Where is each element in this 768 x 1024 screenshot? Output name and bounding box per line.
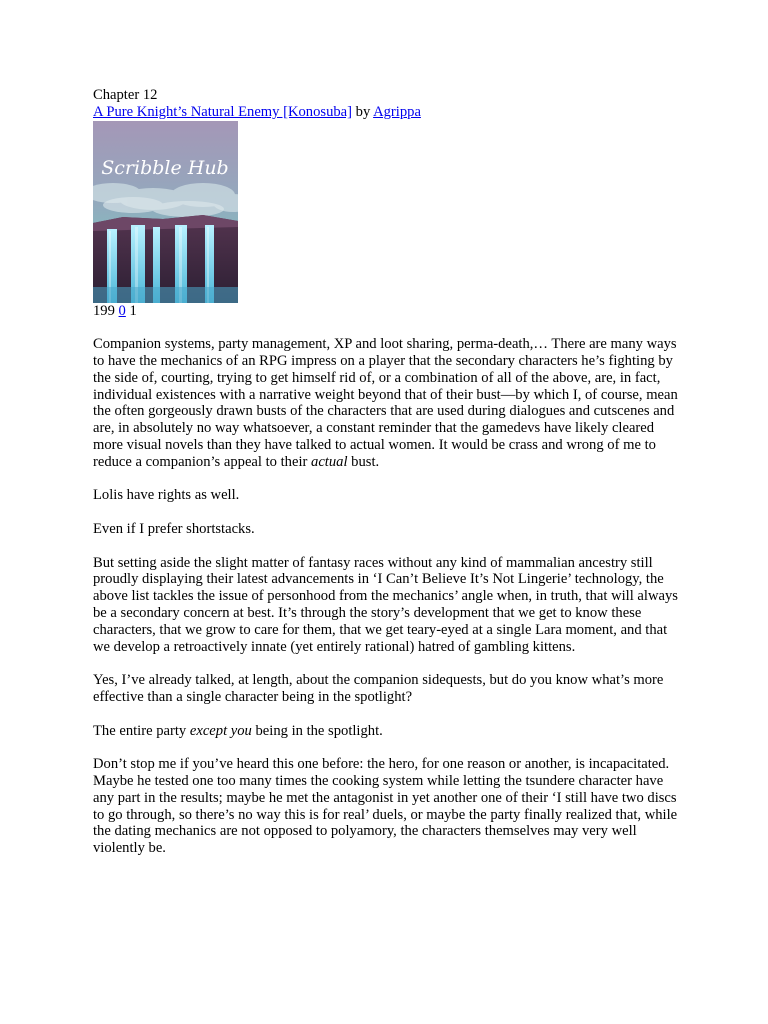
paragraph-7: Don’t stop me if you’ve heard this one before: the hero, for one reason or another, is incapacitated. Maybe he tested one too many times the cooking system while letting the tsundere character have any part in the results; maybe he met the antagonist in yet another one of their ‘I still have two discs to go through, so there’s no way this is for real’ duels, or maybe the party finally realized that, while the dating mechanics are not opposed to polyamory, the characters themselves may very well violently be. bbox=[93, 756, 678, 857]
paragraph-3: Even if I prefer shortstacks. bbox=[93, 520, 255, 537]
emphasis-except-you: except you bbox=[189, 722, 252, 739]
story-cover-image[interactable] bbox=[93, 121, 238, 303]
story-stats bbox=[93, 303, 685, 320]
favorites-count: 1 bbox=[129, 302, 137, 319]
chapter-label: Chapter 12 bbox=[93, 87, 158, 103]
comments-count-link[interactable]: 0 bbox=[118, 302, 126, 319]
paragraph-1: Companion systems, party management, XP and loot sharing, perma-death,… There are many ways to have the mechanics of an RPG impress on a player that the secondary characters he’s fighting by the side of, courting, trying to get himself rid of, or a combination of all of the above, are, in fact, individual existences with a narrative weight beyond that of their bust—by which I, of course, mean the often gorgeously drawn busts of the characters that are used during dialogues and cutscenes and are, in absolutely no way whatsoever, a constant reminder that the gamedevs have likely cleared more visual novels than they have talked to actual women. It would be crass and wrong of me to reduce a companion’s appeal to their actual bust. bbox=[93, 336, 678, 470]
story-byline bbox=[93, 104, 685, 121]
author-link[interactable]: Agrippa bbox=[373, 103, 421, 120]
emphasis-actual: actual bbox=[311, 453, 348, 470]
cover-logo-text: Scribble Hub bbox=[101, 156, 229, 179]
views-count: 199 bbox=[93, 302, 115, 319]
story-title-link[interactable]: A Pure Knight’s Natural Enemy [Konosuba] bbox=[93, 103, 352, 120]
paragraph-2: Lolis have rights as well. bbox=[93, 487, 240, 504]
chapter-page bbox=[93, 87, 685, 874]
paragraph-5: Yes, I’ve already talked, at length, about the companion sidequests, but do you know what’s more effective than a single character being in the spotlight? bbox=[93, 672, 664, 705]
paragraph-4: But setting aside the slight matter of fantasy races without any kind of mammalian ancestry still proudly displaying their latest advancements in ‘I Can’t Believe It’s Not Lingerie’ technology, the above list tackles the issue of personhood from the mechanics’ angle when, in truth, that will always be a secondary concern at best. It’s through the story’s development that we get to know these characters, that we grow to care for them, that we get teary-eyed at a single Lara moment, and that we develop a retroactively innate (yet entirely rational) hatred of gambling kittens. bbox=[93, 554, 678, 655]
paragraph-6: The entire party except you being in the spotlight. bbox=[93, 722, 383, 739]
byline-by: by bbox=[355, 103, 371, 120]
